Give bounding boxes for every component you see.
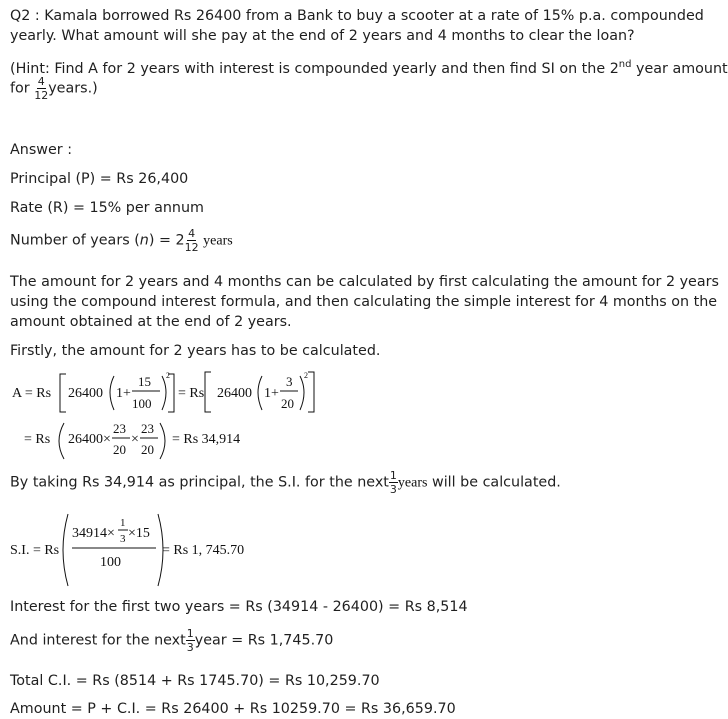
question-line-2: yearly. What amount will she pay at the end of 2 years and 4 months to clear the loan? <box>10 28 635 44</box>
hint-text-end: year amount <box>631 60 728 77</box>
eq1-den1: 100 <box>132 396 152 411</box>
si-top-n: 1 <box>120 517 126 529</box>
hint-for: for <box>10 80 30 97</box>
taking-fraction-num: 1 <box>389 469 397 482</box>
si-top-b: ×15 <box>128 526 150 541</box>
eq1-bracket2-right <box>308 372 314 412</box>
si-top-a: 34914× <box>72 526 115 541</box>
si-bottom: 100 <box>100 555 121 570</box>
total-ci-line: Total C.I. = Rs (8514 + Rs 1745.70) = Rs 10,259.70 <box>10 673 380 689</box>
amount-line: Amount = P + C.I. = Rs 26400 + Rs 10259.70 = Rs 36,659.70 <box>10 701 456 717</box>
firstly-line: Firstly, the amount for 2 years has to be calculated. <box>10 343 381 359</box>
question-line-1: Q2 : Kamala borrowed Rs 26400 from a Bank to buy a scooter at a rate of 15% p.a. compounded <box>10 8 704 24</box>
years-n: n <box>139 232 149 249</box>
eq1-den2: 20 <box>281 396 294 411</box>
eq2-paren-right <box>160 423 165 459</box>
taking-text: By taking Rs 34,914 as principal, the S.I. for the next <box>10 474 389 491</box>
eq2-d1: 20 <box>113 442 126 457</box>
interest-next-text-end: year = Rs 1,745.70 <box>194 632 334 649</box>
si-top-d: 3 <box>120 533 126 545</box>
eq1-paren2-right <box>300 376 304 410</box>
years-fraction <box>185 228 199 253</box>
eq1-num1: 15 <box>138 374 151 389</box>
answer-heading: Answer : <box>10 142 73 158</box>
eq1-lhs: A = Rs <box>12 386 52 401</box>
interest-next-den: 3 <box>186 641 194 654</box>
eq1-mid: = Rs <box>178 386 205 401</box>
eq1-bracket2-left <box>205 372 211 412</box>
eq1-paren-right <box>162 376 166 410</box>
eq1-one: 1+ <box>116 386 131 401</box>
years-label: Number of years ( <box>10 232 140 249</box>
eq2-base: 26400× <box>68 432 111 447</box>
hint-fraction-num: 4 <box>37 75 45 88</box>
eq2-n1: 23 <box>113 421 126 436</box>
eq2-times: × <box>131 432 139 447</box>
eq1-paren-left <box>110 376 114 410</box>
hint-years: years.) <box>48 80 98 97</box>
eq1-base1: 26400 <box>68 386 103 401</box>
taking-fraction-den: 3 <box>389 483 397 496</box>
hint-line-1 <box>10 55 728 79</box>
hint-line-2 <box>10 76 98 101</box>
interest-first-line: Interest for the first two years = Rs (34914 - 26400) = Rs 8,514 <box>10 599 468 615</box>
taking-years: years <box>397 475 428 491</box>
hint-fraction <box>34 76 48 101</box>
equation-simple-interest <box>8 510 268 588</box>
eq1-exp2: 2 <box>304 371 308 380</box>
interest-next-line <box>10 628 333 653</box>
eq2-lhs: = Rs <box>24 432 51 447</box>
hint-fraction-den: 12 <box>34 89 49 102</box>
equation-amount-result <box>8 417 268 463</box>
si-rhs: = Rs 1, 745.70 <box>162 543 245 558</box>
rate-line: Rate (R) = 15% per annum <box>10 200 204 216</box>
years-unit: years <box>203 233 233 249</box>
eq1-exp1: 2 <box>166 371 170 380</box>
interest-next-fraction <box>186 628 195 653</box>
eq1-bracket-left <box>60 374 66 412</box>
years-fraction-num: 4 <box>188 227 196 240</box>
years-fraction-den: 12 <box>184 241 199 254</box>
eq1-base2: 26400 <box>217 386 252 401</box>
eq2-rhs: = Rs 34,914 <box>172 432 241 447</box>
paragraph-line-1: The amount for 2 years and 4 months can be calculated by first calculating the amount for 2 years <box>10 274 719 290</box>
taking-fraction <box>389 470 398 495</box>
eq2-d2: 20 <box>141 442 154 457</box>
eq2-n2: 23 <box>141 421 154 436</box>
paragraph-line-2: using the compound interest formula, and then calculating the simple interest for 4 months on the <box>10 294 718 310</box>
years-close: ) = 2 <box>148 232 185 249</box>
interest-next-num: 1 <box>186 627 194 640</box>
eq1-paren2-left <box>258 376 262 410</box>
years-line <box>10 228 233 253</box>
hint-text: (Hint: Find A for 2 years with interest is compounded yearly and then find SI on the 2 <box>10 60 619 77</box>
paragraph-line-3: amount obtained at the end of 2 years. <box>10 314 292 330</box>
si-lhs: S.I. = Rs <box>10 543 60 558</box>
si-paren-left <box>63 514 68 586</box>
eq2-paren-left <box>59 423 64 459</box>
hint-superscript: nd <box>618 59 632 70</box>
principal-line: Principal (P) = Rs 26,400 <box>10 171 189 187</box>
eq1-one-2: 1+ <box>264 386 279 401</box>
interest-next-text: And interest for the next <box>10 632 186 649</box>
eq1-num2: 3 <box>286 374 293 389</box>
taking-line <box>10 470 561 495</box>
taking-text-end: will be calculated. <box>427 474 561 491</box>
equation-amount <box>8 366 328 418</box>
